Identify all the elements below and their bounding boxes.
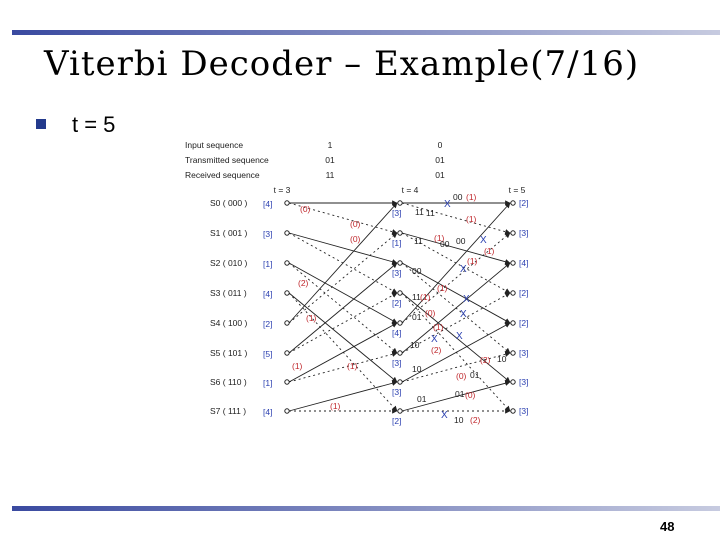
- branch-label: (0): [465, 390, 476, 400]
- branch-metric-label: (1): [347, 361, 358, 371]
- path-metric-t3: [4]: [263, 407, 273, 417]
- branch-label: 10: [454, 415, 464, 425]
- branch-label: (1): [466, 192, 477, 202]
- trellis-node-t5: [511, 351, 515, 355]
- state-label: S1 ( 001 ): [210, 228, 248, 238]
- branch-metric-label: (1): [330, 401, 341, 411]
- state-label: S4 ( 100 ): [210, 318, 248, 328]
- branch-label: (2): [431, 345, 442, 355]
- trellis-branch: [289, 353, 397, 382]
- header-row-label: Received sequence: [185, 170, 260, 180]
- path-metric-t4: [3]: [392, 208, 402, 218]
- path-metric-t5: [3]: [519, 228, 529, 238]
- page-number: 48: [660, 519, 675, 534]
- branch-metric-label: (2): [298, 278, 309, 288]
- state-label: S3 ( 011 ): [210, 288, 247, 298]
- trellis-node-t4: [398, 261, 402, 265]
- trellis-branch: [402, 203, 510, 323]
- branch-label: (1): [437, 283, 448, 293]
- trellis-node-t3: [285, 351, 289, 355]
- trellis-branch: [289, 293, 397, 382]
- path-metric-t3: [1]: [263, 378, 273, 388]
- header-row-value: 01: [325, 155, 335, 165]
- eliminated-path-mark: X: [463, 294, 470, 305]
- eliminated-path-mark: X: [441, 410, 448, 421]
- branch-label: 11: [415, 207, 424, 217]
- path-metric-t4: [3]: [392, 387, 402, 397]
- branch-label: 10: [410, 340, 420, 350]
- branch-label: 00: [456, 236, 466, 246]
- path-metric-t5: [3]: [519, 406, 529, 416]
- branch-label: 11: [426, 208, 435, 218]
- branch-label: 00: [453, 192, 463, 202]
- branch-label: 01: [455, 389, 465, 399]
- branch-label: (0): [425, 308, 436, 318]
- path-metric-t4: [2]: [392, 298, 402, 308]
- trellis-node-t3: [285, 409, 289, 413]
- trellis-node-t3: [285, 380, 289, 384]
- eliminated-path-mark: X: [444, 199, 451, 210]
- branch-label: (2): [470, 415, 481, 425]
- trellis-node-t5: [511, 380, 515, 384]
- branch-label: 10: [412, 364, 422, 374]
- branch-label: 10: [497, 354, 507, 364]
- state-label: S7 ( 111 ): [210, 406, 247, 416]
- eliminated-path-mark: X: [480, 235, 487, 246]
- header-row-label: Input sequence: [185, 140, 244, 150]
- path-metric-t3: [4]: [263, 289, 273, 299]
- state-label: S6 ( 110 ): [210, 377, 247, 387]
- trellis-node-t4: [398, 231, 402, 235]
- path-metric-t5: [3]: [519, 377, 529, 387]
- path-metric-t5: [4]: [519, 258, 529, 268]
- path-metric-t5: [3]: [519, 348, 529, 358]
- branch-label: (0): [456, 371, 467, 381]
- path-metric-t3: [4]: [263, 199, 273, 209]
- trellis-node-t4: [398, 321, 402, 325]
- path-metric-t4: [1]: [392, 238, 402, 248]
- trellis-node-t3: [285, 321, 289, 325]
- trellis-node-t4: [398, 409, 402, 413]
- bullet-text: t = 5: [72, 112, 116, 137]
- trellis-node-t4: [398, 351, 402, 355]
- branch-label: (1): [467, 256, 478, 266]
- branch-metric-label: (0): [350, 219, 361, 229]
- trellis-branch: [289, 233, 397, 263]
- path-metric-t5: [2]: [519, 198, 529, 208]
- branch-label: (1): [484, 246, 495, 256]
- trellis-node-t5: [511, 201, 515, 205]
- path-metric-t5: [2]: [519, 288, 529, 298]
- time-label: t = 3: [273, 185, 291, 195]
- eliminated-path-mark: X: [431, 334, 438, 345]
- state-label: S0 ( 000 ): [210, 198, 248, 208]
- state-label: S5 ( 101 ): [210, 348, 248, 358]
- branch-label: 00: [412, 266, 422, 276]
- branch-label: 00: [440, 239, 450, 249]
- trellis-node-t5: [511, 261, 515, 265]
- eliminated-path-mark: X: [460, 264, 467, 275]
- header-row-value: 01: [435, 155, 445, 165]
- trellis-branch: [289, 203, 397, 323]
- header-row-value: 01: [435, 170, 445, 180]
- path-metric-t5: [2]: [519, 318, 529, 328]
- trellis-branch: [289, 293, 397, 353]
- trellis-node-t4: [398, 380, 402, 384]
- diagram-header: [185, 140, 526, 195]
- path-metric-t4: [3]: [392, 268, 402, 278]
- branch-label: 01: [470, 370, 480, 380]
- header-row-value: 11: [325, 170, 335, 180]
- trellis-node-t3: [285, 231, 289, 235]
- trellis-node-t5: [511, 291, 515, 295]
- trellis-node-t5: [511, 409, 515, 413]
- branch-metric-label: (1): [292, 361, 303, 371]
- branch-metric-label: (0): [350, 234, 361, 244]
- branch-label: 01: [417, 394, 427, 404]
- branch-label: 11: [414, 236, 423, 246]
- time-label: t = 4: [401, 185, 419, 195]
- time-label: t = 5: [508, 185, 526, 195]
- trellis-node-t4: [398, 201, 402, 205]
- path-metric-t3: [2]: [263, 319, 273, 329]
- header-row-value: 1: [327, 140, 333, 150]
- header-row-label: Transmitted sequence: [185, 155, 269, 165]
- branch-label: 01: [412, 312, 422, 322]
- branch-label: (1): [434, 233, 445, 243]
- trellis-node-t3: [285, 201, 289, 205]
- state-label: S2 ( 010 ): [210, 258, 248, 268]
- trellis-branch: [289, 323, 397, 382]
- path-metric-t4: [2]: [392, 416, 402, 426]
- branch-metric-label: (1): [306, 313, 317, 323]
- trellis-node-t3: [285, 291, 289, 295]
- slide-title: Viterbi Decoder – Example(7/16): [44, 44, 640, 84]
- header-row-value: 0: [437, 140, 443, 150]
- branch-label: (1): [420, 292, 431, 302]
- branch-label: (1): [433, 322, 444, 332]
- trellis-node-t3: [285, 261, 289, 265]
- path-metric-t3: [5]: [263, 349, 273, 359]
- trellis-node-t5: [511, 321, 515, 325]
- path-metric-t4: [4]: [392, 328, 402, 338]
- trellis-node-t5: [511, 231, 515, 235]
- path-metric-t4: [3]: [392, 358, 402, 368]
- branch-metric-label: (0): [300, 204, 311, 214]
- branch-label: (1): [466, 214, 477, 224]
- path-metric-t3: [1]: [263, 259, 273, 269]
- eliminated-path-mark: X: [456, 331, 463, 342]
- trellis-branch: [289, 382, 397, 411]
- trellis-node-t4: [398, 291, 402, 295]
- branch-label: 11: [412, 292, 421, 302]
- path-metric-t3: [3]: [263, 229, 273, 239]
- eliminated-path-mark: X: [460, 309, 467, 320]
- branch-label: (2): [480, 355, 491, 365]
